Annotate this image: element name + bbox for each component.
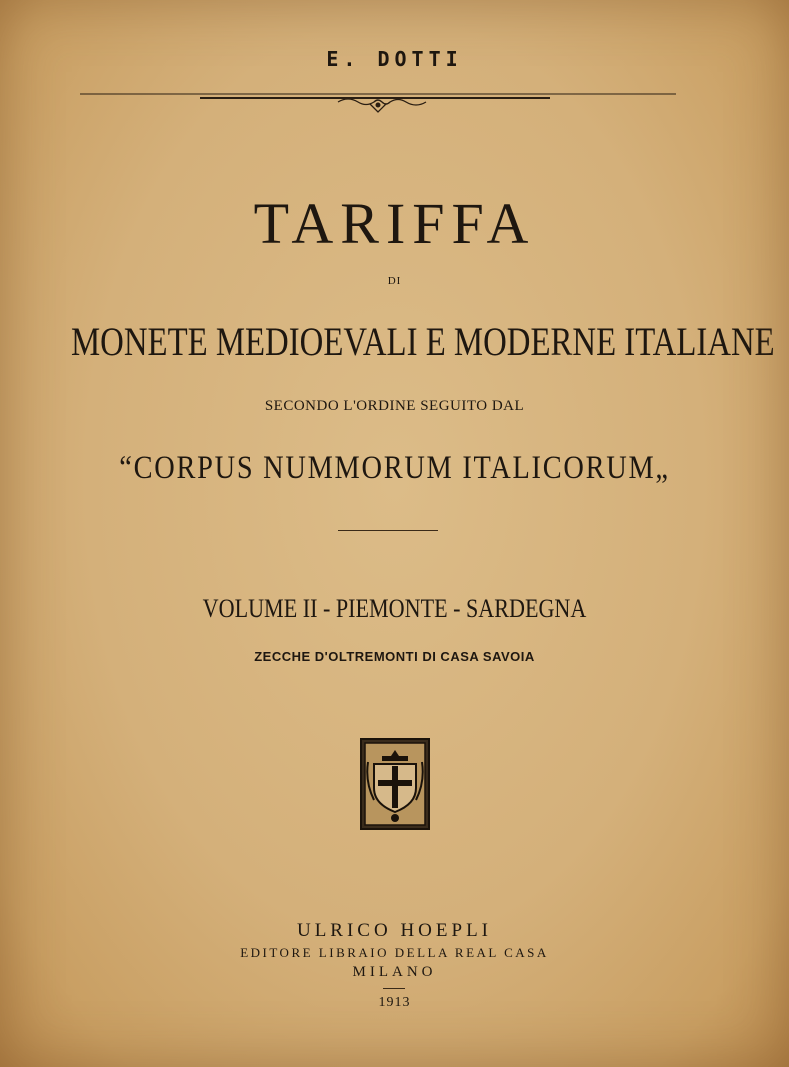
book-title: TARIFFA: [253, 191, 536, 256]
reference-work: “CORPUS NUMMORUM ITALICORUM„: [119, 450, 670, 486]
publication-city: MILANO: [352, 964, 437, 980]
publisher-role: EDITORE LIBRAIO DELLA REAL CASA: [240, 945, 549, 960]
title-connector: DI: [387, 275, 402, 287]
volume-title: VOLUME II - PIEMONTE - SARDEGNA: [202, 594, 587, 623]
scroll-ornament-icon: [80, 88, 676, 116]
year-rule: [383, 988, 405, 989]
reference-intro: SECONDO L'ORDINE SEGUITO DAL: [264, 398, 525, 414]
publication-year: 1913: [378, 995, 411, 1010]
heraldic-crest-icon: [360, 738, 430, 830]
book-subtitle: MONETE MEDIOEVALI E MODERNE ITALIANE: [71, 319, 775, 364]
author-name: E. DOTTI: [326, 47, 463, 71]
volume-subtitle: ZECCHE D'OLTREMONTI DI CASA SAVOIA: [254, 649, 535, 664]
publisher-name: ULRICO HOEPLI: [296, 920, 493, 941]
divider-rule: [338, 530, 438, 531]
